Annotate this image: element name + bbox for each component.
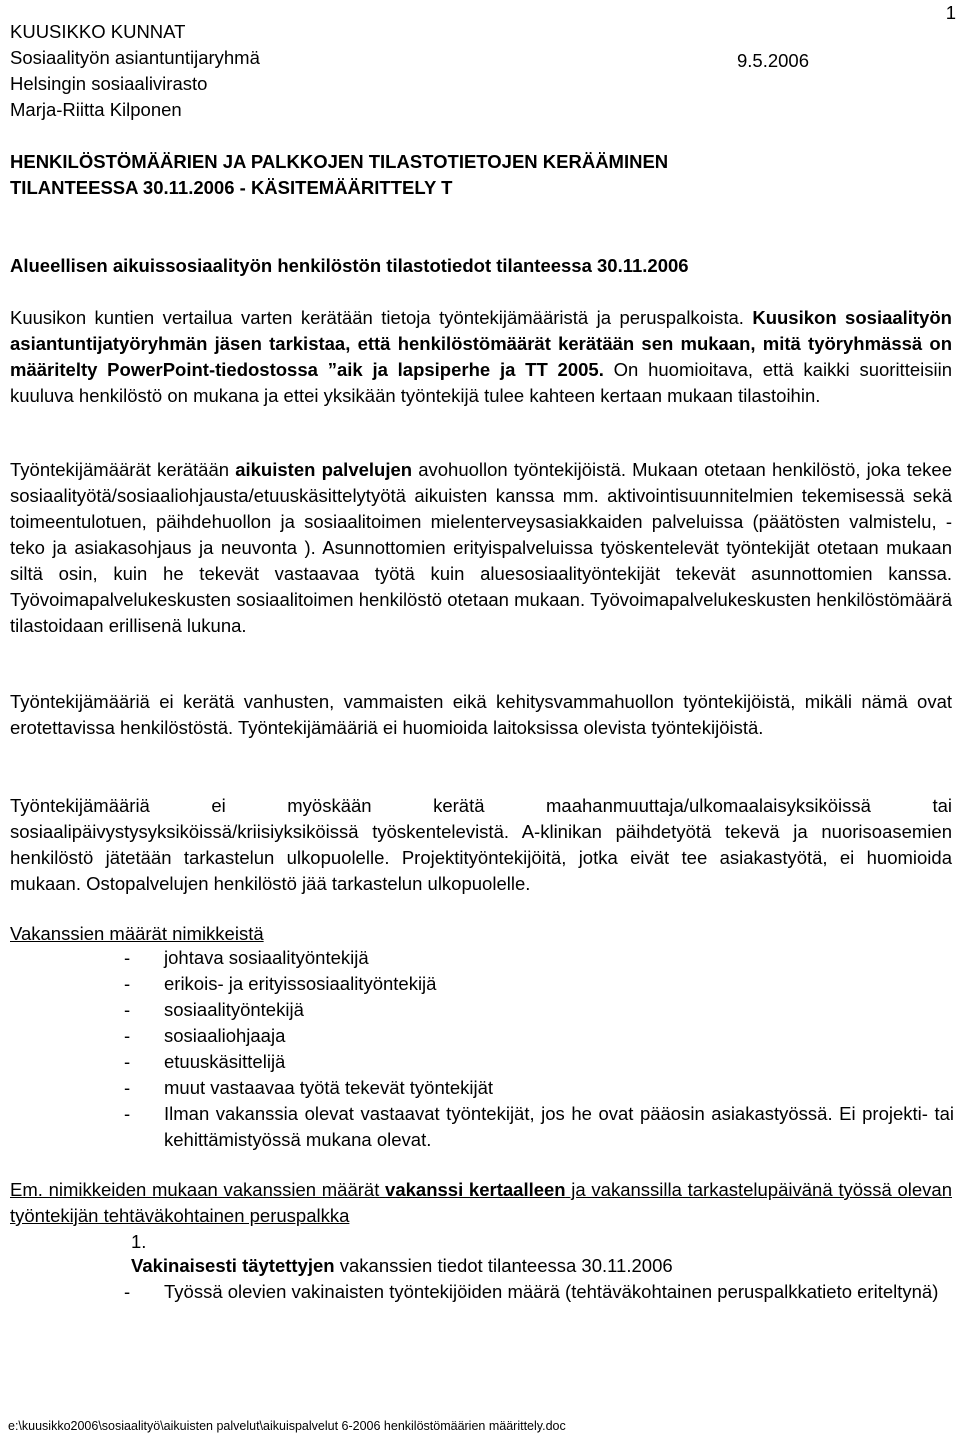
list-item-text: muut vastaavaa työtä tekevät työntekijät [164,1077,494,1098]
list-item [124,1049,954,1075]
vacancy-title-list [124,945,954,1153]
author-name: Marja-Riitta Kilponen [10,99,182,120]
salary-text-rest: ja vakanssilla tarkastelupäivänä työssä olevan työntekijän tehtäväkohtainen peruspalkka [10,1179,952,1226]
included-text-start: Työntekijämäärät kerätään [10,459,236,480]
group-name: Sosiaalityön asiantuntijaryhmä [10,47,260,68]
list-dash: - [124,1051,131,1072]
section-subtitle: Alueellisen aikuissosiaalityön henkilöstön tilastotiedot tilanteessa 30.11.2006 [10,255,689,276]
document-date: 9.5.2006 [737,50,810,71]
included-text-rest: avohuollon työntekijöistä. Mukaan otetaan henkilöstö, joka tekee sosiaalityötä/sosiaaliohjausta/etuuskäsittelytyötä aikuisten kanssa mm. aktivointisuunnitelmien tekemisessä sekä toimeentulotuen, päihdehuollon ja sosiaalitoimen mielenterveysasiakkaiden palveluissa (päätösten valmistelu, -teko ja asiakasohjaus ja neuvonta ). Asunnottomien erityispalveluissa työskentelevät työntekijät otetaan mukaan siltä osin, kuin he tekevät vastaavaa työtä kuin aluesosiaalityöntekijät tekevät asunnottomien kanssa. Työvoimapalvelukeskusten sosiaalitoimen henkilöstö otetaan mukaan. Työvoimapalvelukeskusten henkilöstömäärä tilastoidaan erillisenä lukuna. [10,459,952,636]
intro-note-text: On huomioitava, että kaikki suoritteisiin kuuluva henkilöstö on mukana ja ettei yksikään työntekijä tulee kahteen kertaan mukaan tilastoihin. [10,359,952,406]
list-item-text: sosiaaliohjaaja [164,1025,286,1046]
list-item [124,1279,950,1305]
list-dash: - [124,947,131,968]
file-path-footer: e:\kuusikko2006\sosiaalityö\aikuisten palvelut\aikuispalvelut 6-2006 henkilöstömäärien määrittely.doc [8,1419,566,1433]
section-number: 1. [131,1231,147,1252]
list-item-text: erikois- ja erityissosiaalityöntekijä [164,973,437,994]
paragraph-included-staff [10,457,952,639]
list-dash: - [124,1281,131,1302]
list-item-text: sosiaalityöntekijä [164,999,304,1020]
intro-bold-text: Kuusikon sosiaalityön asiantuntijatyöryhmän jäsen tarkistaa, että henkilöstömäärät kerätään sen mukaan, mitä työryhmässä on määritelty PowerPoint-tiedostossa ”aik ja lapsiperhe ja TT 2005. [10,307,952,380]
list-dash: - [124,999,131,1020]
list-item-text: Ilman vakanssia olevat vastaavat työntekijät, jos he ovat pääosin asiakastyössä. Ei projekti- tai kehittämistyössä mukana olevat. [164,1103,954,1150]
list-item [124,971,954,997]
section-heading-rest: vakanssien tiedot tilanteessa 30.11.2006 [334,1255,673,1276]
list-item [124,1101,954,1153]
vacancies-heading: Vakanssien määrät nimikkeistä [10,923,264,944]
list-item-text: johtava sosiaalityöntekijä [164,947,369,968]
title-line-2: TILANTEESSA 30.11.2006 - KÄSITEMÄÄRITTELY T [10,177,453,198]
paragraph-other-exclusions [10,793,952,897]
list-item-text: Työssä olevien vakinaisten työntekijöiden määrä (tehtäväkohtainen peruspalkkatieto eriteltynä) [164,1281,939,1302]
list-item [124,1023,954,1049]
salary-text-start: Em. nimikkeiden mukaan vakanssien määrät [10,1179,386,1200]
paragraph-vacancy-salary [10,1177,952,1229]
included-bold-text: aikuisten palvelujen [235,459,413,480]
section-heading [131,1253,673,1279]
list-item [124,997,954,1023]
section-heading-bold: Vakinaisesti täytettyjen [131,1255,335,1276]
paragraph-excluded-staff [10,689,952,741]
page-number: 1 [945,2,956,23]
list-item [124,945,954,971]
list-dash: - [124,1077,131,1098]
list-dash: - [124,973,131,994]
other-exclusions-text: Työntekijämääriä ei myöskään kerätä maahanmuuttaja/ulkomaalaisyksiköissä tai sosiaalipäivystysyksiköissä/kriisiyksiköissä työskentelevistä. A-klinikan päihdetyötä tekevä ja nuorisoasemien henkilöstö jätetään tarkastelun ulkopuolelle. Projektityöntekijöitä, jotka eivät tee asiakastyötä, ei huomioida mukaan. Ostopalvelujen henkilöstö jää tarkastelun ulkopuolelle. [10,795,952,894]
list-dash: - [124,1103,131,1124]
paragraph-intro [10,305,952,409]
list-dash: - [124,1025,131,1046]
department-name: Helsingin sosiaalivirasto [10,73,208,94]
excluded-text: Työntekijämääriä ei kerätä vanhusten, vammaisten eikä kehitysvammahuollon työntekijöistä, mikäli nämä ovat erotettavissa henkilöstöstä. Työntekijämääriä ei huomioida laitoksissa olevista työntekijöistä. [10,691,952,738]
list-item-text: etuuskäsittelijä [164,1051,286,1072]
org-name: KUUSIKKO KUNNAT [10,21,186,42]
section-item-list [124,1279,950,1305]
list-item [124,1075,954,1101]
salary-bold-text: vakanssi kertaalleen [385,1179,566,1200]
intro-text: Kuusikon kuntien vertailua varten kerätään tietoja työntekijämääristä ja peruspalkoista. [10,307,753,328]
title-line-1: HENKILÖSTÖMÄÄRIEN JA PALKKOJEN TILASTOTIETOJEN KERÄÄMINEN [10,151,669,172]
